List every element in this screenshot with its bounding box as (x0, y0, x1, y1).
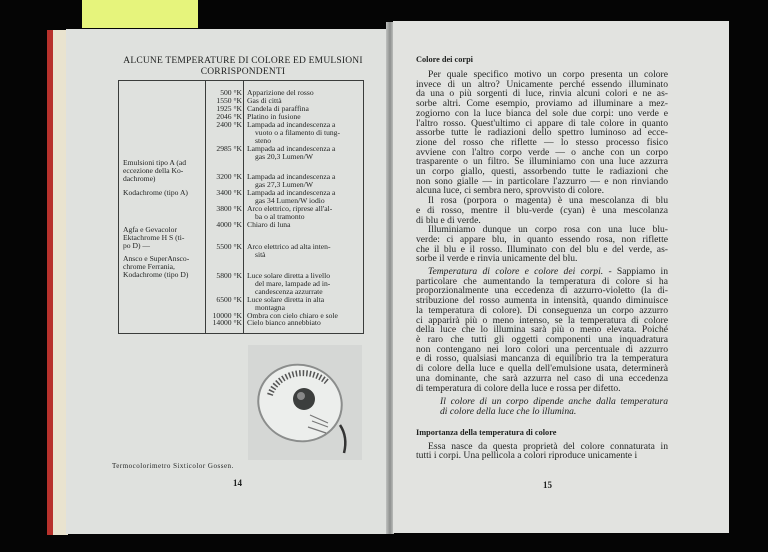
text-line: Luce solare diretta in alta (247, 294, 325, 304)
temperature-cell: 3200 °K (216, 172, 242, 181)
temperature-cell: 10000 °K (212, 310, 242, 320)
description-cell (247, 145, 363, 161)
text-line: po D) — (123, 240, 150, 250)
text-line: Il rosa (porpora o magenta) è una mescolanza di blu (428, 195, 668, 207)
text-line: è raro che tutti gli oggetti componenti una inquadratura (416, 333, 668, 345)
description-cell (247, 272, 363, 296)
description-cell (247, 296, 363, 312)
text-line: Ombra con cielo chiaro e sole (247, 310, 338, 320)
text-line: tutti i corpi. Una pellicola a colori riproduce unicamente i (416, 450, 638, 462)
temperature-cell: 2400 °K (216, 120, 242, 129)
italic-note (440, 397, 668, 416)
right-page-text (416, 55, 668, 461)
text-line: che il blu e il rosso. Illuminato con del blu e del verde, as- (416, 243, 668, 255)
text-line: assorbe tutte le radiazioni dello spettro luminoso ad ecce- (416, 127, 668, 139)
description-cell (247, 243, 363, 259)
text-line: Arco elettrico ad alta inten- (247, 242, 331, 251)
text-line: di colore della luce e quella dell'emulsione usata, determinerà (416, 363, 668, 375)
paragraph (416, 196, 668, 225)
text-line: Ektachrome H S (ti- (123, 232, 185, 242)
lead-text: - Sappiamo in (608, 266, 668, 278)
photo-caption: Termocolorimetro Sixticolor Gossen. (112, 462, 234, 470)
text-line: della luce che lo illumina sarà più o meno elevata. Poiché (416, 324, 668, 336)
text-line: sorbe altri. Come esempio, proviamo ad illuminare a mez- (416, 98, 668, 110)
text-line: Kodachrome (tipo A) (123, 188, 188, 197)
page-number-right: 15 (543, 480, 552, 490)
temperature-cell: 2985 °K (216, 144, 242, 153)
text-line: un corpo giallo, questi, assorbendo tutte le radiazioni che (416, 166, 668, 178)
text-line: Lampada ad incandescenza a (247, 144, 336, 153)
italic-subheading: Temperatura di colore e colore dei corpi. (428, 266, 604, 278)
text-line: zione del rosso che riflette — lo stesso processo fisico (416, 136, 668, 148)
text-line: gas 27,3 Lumen/W (255, 179, 313, 189)
temperature-cell: 4000 °K (216, 219, 242, 229)
text-line: montagna (255, 302, 285, 312)
text-line: Kodachrome (tipo D) (123, 269, 189, 279)
sticky-note (82, 0, 198, 28)
text-line: stribuzione del rosso aumenta in intensità, quando diminuisce (416, 295, 668, 307)
text-line: Candela di paraffina (247, 104, 309, 113)
temperature-cell: 2046 °K (216, 112, 242, 121)
text-line: Illuminiamo dunque un corpo rosa con una luce blu- (428, 224, 668, 236)
paragraph (416, 225, 668, 264)
emulsion-cell (123, 189, 205, 197)
text-line: gas 20,3 Lumen/W (255, 151, 313, 161)
text-line: una dominante, che sarà azzurra nel caso di una eccedenza (416, 372, 668, 384)
text-line: Chiaro di luna (247, 219, 291, 229)
temperature-cell: 14000 °K (212, 318, 242, 328)
text-line: Lampada ad incandescenza a (247, 120, 336, 129)
description-cell (247, 121, 363, 145)
text-line: di blu e di verde. (416, 214, 481, 226)
text-line: Luce solare diretta a livello (247, 271, 331, 280)
text-line: di temperatura di colore della luce e rossa per difetto. (416, 382, 621, 394)
temperature-cell: 5800 °K (216, 271, 242, 280)
text-line: Lampada ad incandescenza a (247, 188, 336, 197)
temperature-cell: 1925 °K (216, 104, 242, 113)
text-line: non sono gialle — in particolare l'azzurro — e non rinviando (416, 175, 668, 187)
temperature-cell: 500 °K (220, 88, 242, 97)
emulsion-cell (123, 255, 205, 279)
text-line: Gas di città (247, 96, 282, 105)
text-line: gas 34 Lumen/W iodio (255, 195, 325, 205)
text-line: e di rosso, qualsiasi mancanza di equilibrio tra la temperatura (416, 353, 668, 365)
text-line: Agfa e Gevacolor (123, 225, 177, 234)
text-line: steno (255, 135, 272, 145)
light-meter-photo (248, 345, 362, 460)
paragraph (416, 70, 668, 196)
description-cell (247, 319, 363, 327)
text-line: verde: ci appare blu, in quanto essendo rosa, non riflette (416, 233, 668, 245)
temperature-cell: 6500 °K (216, 294, 242, 304)
text-line: e di rosso, mentre il blu-verde (cyan) è una mescolanza (416, 204, 668, 216)
text-line: del mare, lampade ad in- (255, 278, 331, 288)
text-line: Lampada ad incandescenza a (247, 172, 336, 181)
table-title (110, 56, 376, 77)
section-heading: Colore dei corpi (416, 55, 473, 64)
page-number-left: 14 (233, 478, 242, 488)
emulsion-cell (123, 159, 205, 183)
text-line: vuoto o a filamento di tung- (255, 127, 340, 137)
text-line: sorbe il verde e rinvia unicamente del blu. (416, 253, 578, 265)
text-line: Emulsioni tipo A (ad (123, 158, 187, 167)
temperature-cell: 5500 °K (216, 242, 242, 251)
description-cell (247, 221, 363, 229)
text-line: Essa nasce da questa proprietà del colore connaturata in (428, 440, 668, 452)
paragraph (416, 277, 668, 393)
text-line: la temperatura di colore). Di conseguenza un corpo azzurro (416, 304, 668, 316)
column-divider (243, 81, 244, 333)
emulsion-cell (123, 226, 205, 250)
table-title-line: CORRISPONDENTI (200, 66, 286, 77)
text-line: proporzionalmente una eccedenza di azzurro-violetto (la di- (416, 285, 668, 297)
text-line: dachrome) (123, 173, 156, 183)
text-line: Arco elettrico, riprese all'al- (247, 203, 333, 213)
text-line: Cielo bianco annebbiato (247, 318, 321, 328)
text-line: Ansco e SuperAnsco- (123, 254, 190, 263)
description-cell (247, 189, 363, 205)
paragraph (416, 442, 668, 461)
table-title-line: ALCUNE TEMPERATURE DI COLORE ED EMULSIONI (123, 56, 363, 66)
light-meter-icon (248, 345, 362, 460)
text-line: di colore della luce che lo illumina. (440, 405, 577, 417)
text-line: avviene con l'altro corpo verde — o anche con un corpo (416, 146, 668, 158)
text-line: ci apparirà più o meno intenso, se la temperatura di colore (416, 314, 668, 326)
color-temperature-table (118, 80, 364, 334)
text-line: Apparizione del rosso (247, 88, 314, 97)
description-cell (247, 205, 363, 221)
text-line: alcuna luce, ci sembra nero, sprovvisto di colore. (416, 185, 605, 197)
text-line: trasparente o un filtro. Se illuminiamo con una luce azzurra (416, 156, 668, 168)
text-line: sità (255, 249, 266, 259)
text-line: l'altro rosso. Quest'ultimo ci appare di tale colore in quanto (416, 117, 668, 129)
text-line: particolare che aumentando la temperatura di colore si ha (416, 275, 668, 287)
description-cell (247, 173, 363, 189)
text-line: ba o al tramonto (255, 211, 305, 221)
temperature-cell: 3800 °K (216, 203, 242, 213)
text-line: invece di un altro? Unicamente perché essendo illuminato (416, 78, 668, 90)
text-line: Platino in fusione (247, 112, 301, 121)
text-line: zogiorno con la luce bianca del sole due corpi: uno verde e (416, 107, 668, 119)
text-line: non contengano nei loro colori una percentuale di azzurro (416, 343, 668, 355)
text-line: candescenza azzurrate (255, 286, 323, 296)
section-heading: Importanza della temperatura di colore (416, 427, 557, 437)
column-divider (205, 81, 206, 333)
text-line: eccezione della Ko- (123, 165, 184, 175)
text-line: Il colore di un corpo dipende anche dalla temperatura (440, 396, 668, 408)
text-line: Per quale specifico motivo un corpo presenta un colore (428, 69, 668, 80)
text-line: chrome Ferrania, (123, 261, 175, 271)
temperature-cell: 3400 °K (216, 188, 242, 197)
text-line: da una o più sorgenti di luce, rinvia alcuni colori e ne as- (416, 88, 668, 100)
temperature-cell: 1550 °K (216, 96, 242, 105)
